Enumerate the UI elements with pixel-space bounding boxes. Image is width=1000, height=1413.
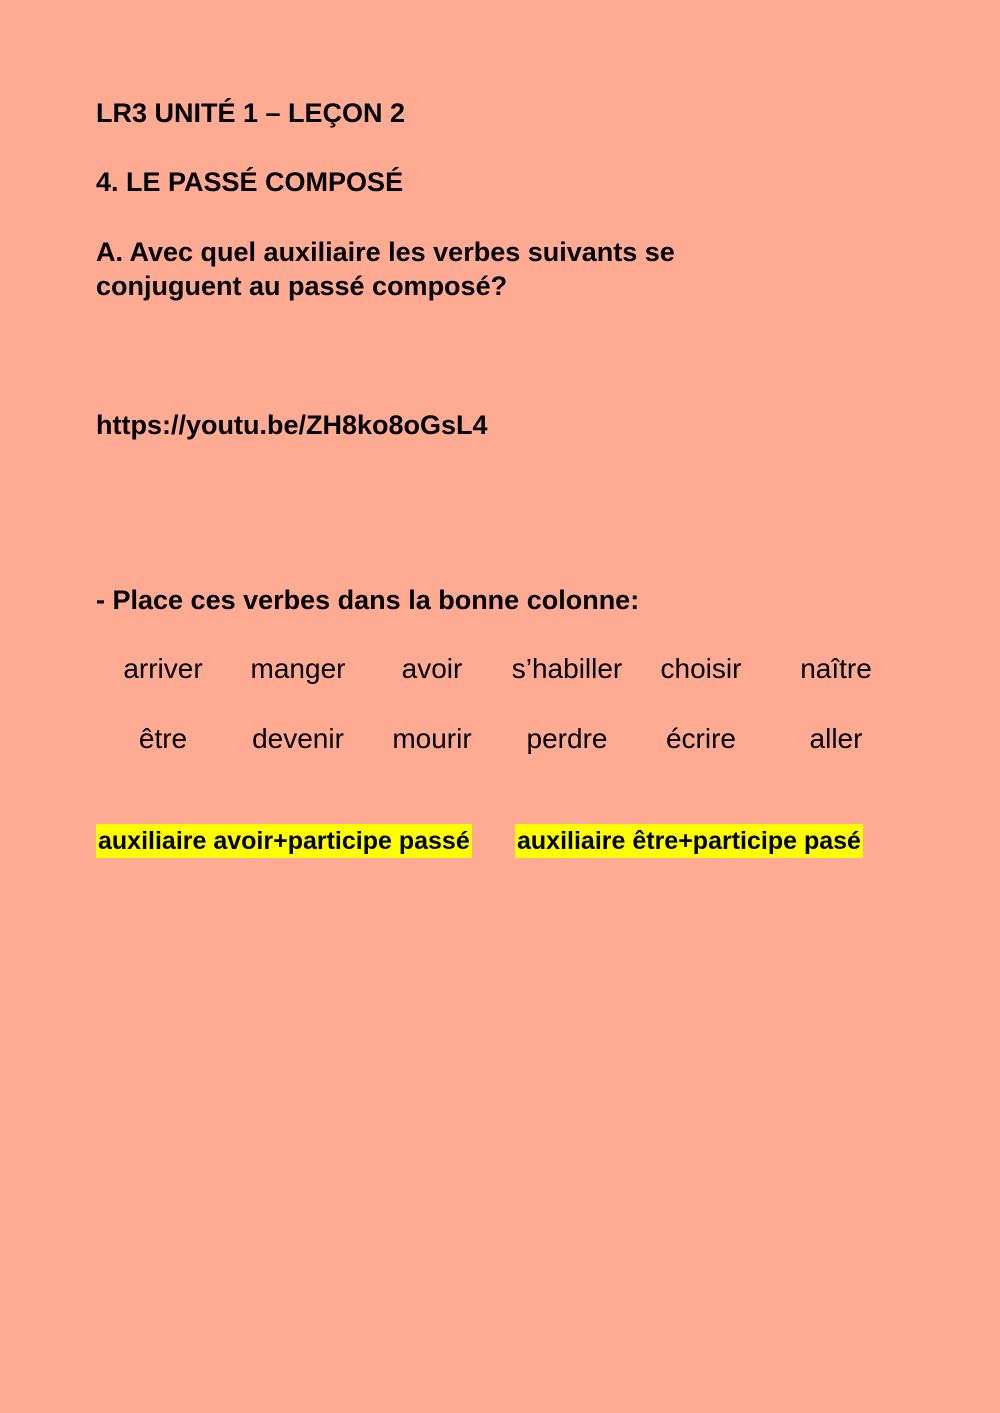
verb-chip-etre[interactable]: être	[138, 723, 188, 754]
section-heading: 4. LE PASSÉ COMPOSÉ	[96, 167, 404, 197]
question-line-2: conjuguent au passé composé?	[96, 271, 508, 301]
instruction-text: - Place ces verbes dans la bonne colonne:	[96, 585, 640, 615]
verb-chip-manger[interactable]: manger	[250, 653, 346, 684]
question-line-1: A. Avec quel auxiliaire les verbes suivants se	[96, 237, 675, 267]
verb-chip-aller[interactable]: aller	[809, 723, 863, 754]
drop-column-avoir[interactable]: auxiliaire avoir+participe passé	[96, 824, 472, 858]
verb-chip-shabiller[interactable]: s’habiller	[511, 653, 623, 684]
verb-chip-ecrire[interactable]: écrire	[665, 723, 736, 754]
video-link[interactable]: https://youtu.be/ZH8ko8oGsL4	[96, 410, 488, 440]
question-text	[96, 235, 675, 303]
verb-chip-devenir[interactable]: devenir	[252, 723, 344, 754]
verb-chip-arriver[interactable]: arriver	[123, 653, 203, 684]
verb-chip-naitre[interactable]: naître	[800, 653, 872, 684]
page-title: LR3 UNITÉ 1 – LEÇON 2	[96, 98, 406, 128]
verb-chip-mourir[interactable]: mourir	[392, 723, 472, 754]
drop-column-etre[interactable]: auxiliaire être+participe pasé	[515, 824, 863, 858]
verb-chip-perdre[interactable]: perdre	[526, 723, 608, 754]
verb-chip-choisir[interactable]: choisir	[660, 653, 742, 684]
verb-chip-avoir[interactable]: avoir	[401, 653, 463, 684]
